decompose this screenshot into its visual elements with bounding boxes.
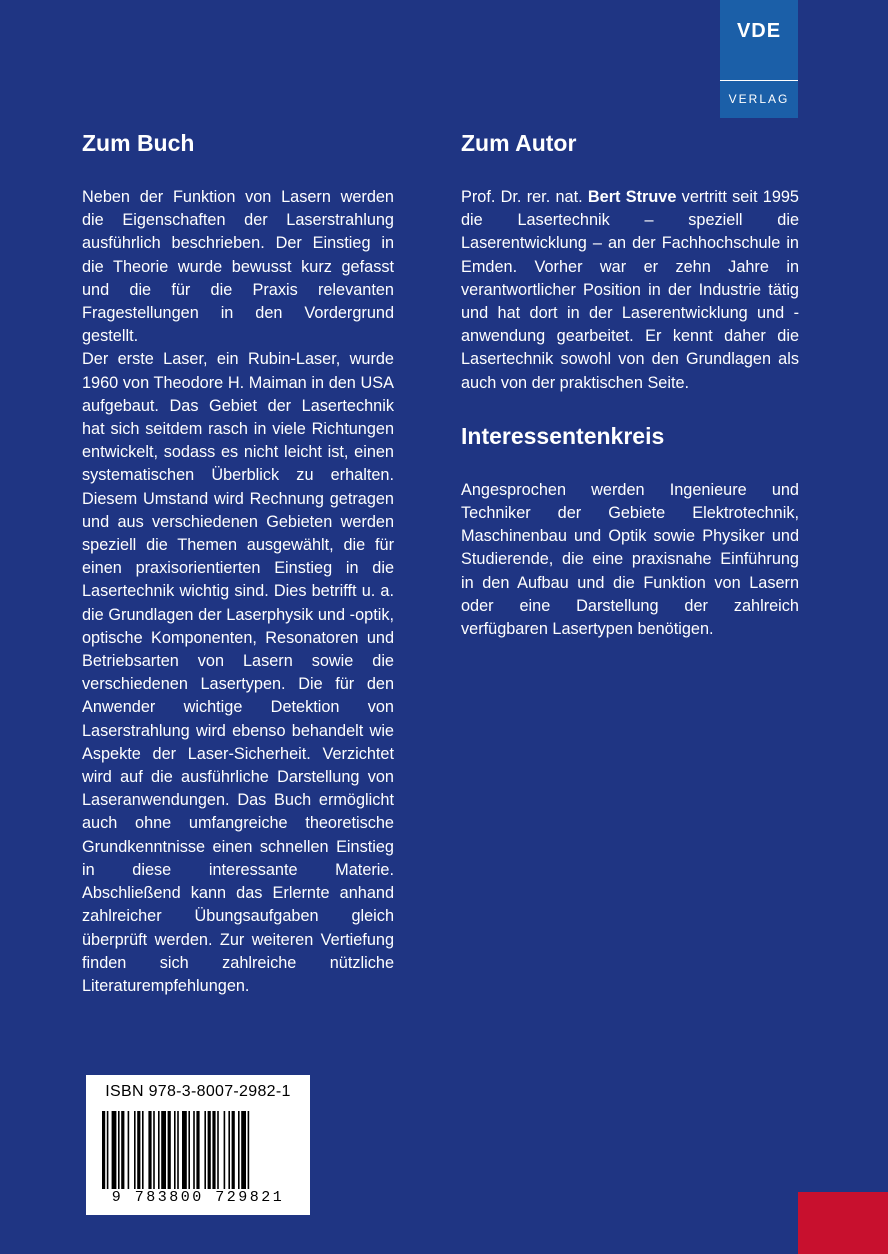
audience-heading: Interessentenkreis bbox=[461, 422, 665, 449]
barcode-label bbox=[86, 1075, 310, 1215]
author-bio-text: vertritt seit 1995 die Lasertechnik – speziell die Laserentwicklung – an der Fachhochschule in Emden. Vorher war er zehn Jahre in verantwortlicher Position in der Industrie tätig und hat dort in der Laserentwicklung und -anwendung gearbeitet. Er kennt daher die Lasertechnik sowohl von den Grundlagen als auch von der praktischen Seite. bbox=[461, 188, 799, 392]
author-column bbox=[461, 128, 799, 641]
accent-corner bbox=[798, 1192, 888, 1254]
publisher-logo bbox=[720, 0, 798, 118]
logo-wordmark: VDE bbox=[736, 20, 782, 42]
author-heading: Zum Autor bbox=[461, 130, 577, 156]
logo-divider bbox=[720, 80, 798, 81]
audience-description: Angesprochen werden Ingenieure und Techniker der Gebiete Elektrotechnik, Maschinenbau und Optik sowie Physiker und Studierende, die eine praxisnahe Einführung in den Aufbau und die Funktion von Lasern oder eine Darstellung der zahlreich verfügbaren Lasertypen benötigen. bbox=[461, 480, 799, 639]
author-prefix: Prof. Dr. rer. nat. bbox=[461, 188, 588, 206]
book-column bbox=[82, 128, 394, 998]
author-name: Bert Struve bbox=[587, 188, 677, 206]
barcode-bars bbox=[102, 1111, 298, 1189]
author-bio bbox=[461, 186, 799, 395]
book-description: Neben der Funktion von Lasern werden die Eigenschaften der Laserstrahlung ausführlich beschrieben. Der Einstieg in die Theorie wurde bewusst kurz gefasst und die für die Praxis relevanten Fragestellungen in den Vordergrund gestellt. Der erste Laser, ein Rubin-Laser, wurde 1960 von Theodore H. Maiman in den USA aufgebaut. Das Gebiet der Lasertechnik hat sich seitdem rasch in viele Richtungen entwickelt, sodass es nicht leicht ist, einen systematischen Überblick zu erhalten. Diesem Umstand wird Rechnung getragen und aus verschiedenen Gebieten werden speziell die Themen ausgewählt, die für einen praxisorientierten Einstieg in die Lasertechnik wichtig sind. Dies betrifft u. a. die Grundlagen der Laserphysik und -optik, optische Komponenten, Resonatoren und Betriebsarten von Lasern sowie die verschiedenen Lasertypen. Die für den Anwender wichtige Detektion von Laserstrahlung wird ebenso behandelt wie Aspekte der Laser-Sicherheit. Verzichtet wird auf die ausführliche Darstellung von Laseranwendungen. Das Buch ermöglicht auch ohne umfangreiche theoretische Grundkenntnisse einen schnellen Einstieg in diese interessante Materie. Abschließend kann das Erlernte anhand zahlreicher Übungsaufgaben gleich überprüft werden. Zur weiteren Vertiefung finden sich zahlreiche nützliche Literaturempfehlungen. bbox=[82, 188, 394, 995]
ean-number: 9 783800 729821 bbox=[111, 1189, 285, 1206]
isbn-number: ISBN 978-3-8007-2982-1 bbox=[105, 1083, 291, 1100]
logo-subtitle: VERLAG bbox=[728, 92, 790, 106]
book-heading: Zum Buch bbox=[82, 130, 195, 156]
